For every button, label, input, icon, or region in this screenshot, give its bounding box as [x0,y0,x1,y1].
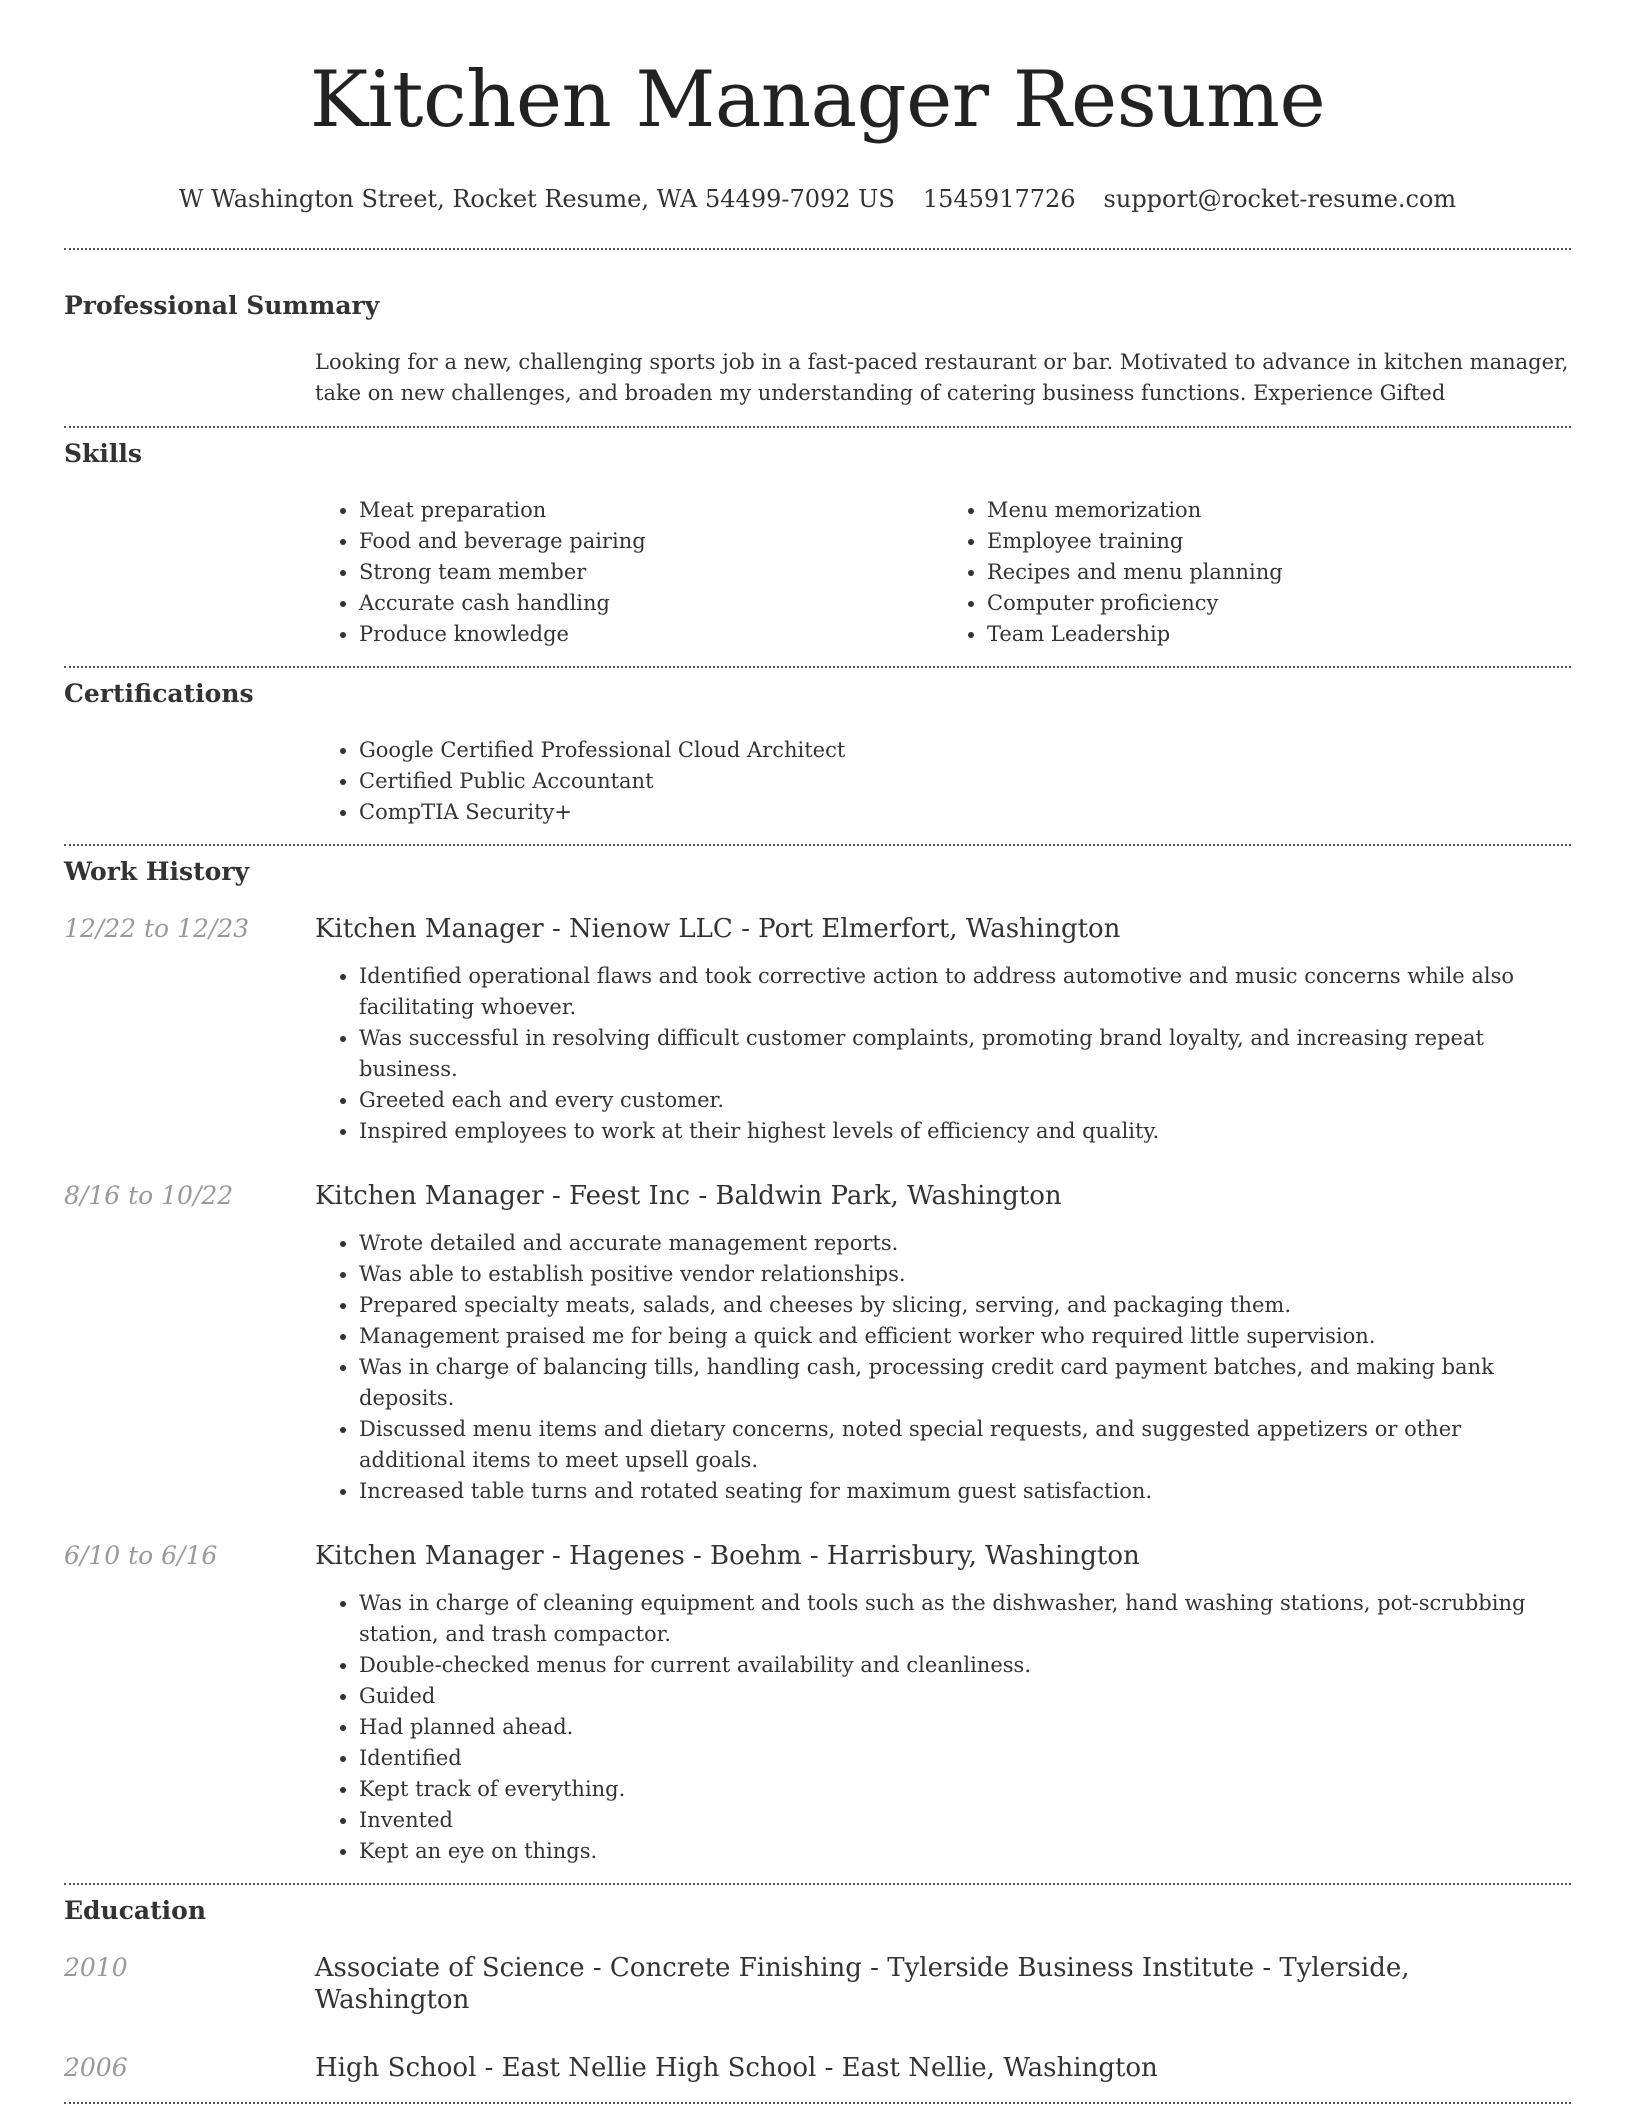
work-entry [64,1540,1571,1867]
work-dates: 6/10 to 6/16 [64,1541,218,1570]
list-item: • Employee training [987,526,1571,557]
section-title-skills: Skills [64,439,142,468]
section-title-certifications: Certifications [64,679,254,708]
list-item: • Identified [359,1743,1571,1774]
work-bullets [315,961,1571,1147]
list-item: • Management praised me for being a quick and efficient worker who required little supervision. [359,1321,1571,1352]
skills-column-right [943,495,1571,650]
list-item: • Menu memorization [987,495,1571,526]
list-item: • Kept track of everything. [359,1774,1571,1805]
list-item: • Kept an eye on things. [359,1836,1571,1867]
contact-line [64,184,1571,214]
work-bullets [315,1588,1571,1867]
list-item: • CompTIA Security+ [359,797,1571,828]
contact-address: W Washington Street, Rocket Resume, WA 54499-7092 US [178,185,895,213]
list-item: • Increased table turns and rotated seating for maximum guest satisfaction. [359,1476,1571,1507]
education-entry [64,1952,1571,2016]
list-item: • Guided [359,1681,1571,1712]
list-item: • Prepared specialty meats, salads, and cheeses by slicing, serving, and packaging them. [359,1290,1571,1321]
contact-email: support@rocket-resume.com [1103,185,1457,213]
list-item: • Strong team member [359,557,943,588]
list-item: • Identified operational flaws and took corrective action to address automotive and music concerns while also facilitating whoever. [359,961,1571,1023]
education-year: 2006 [64,2053,128,2082]
list-item: • Google Certified Professional Cloud Architect [359,735,1571,766]
list-item: • Computer proficiency [987,588,1571,619]
list-item: • Food and beverage pairing [359,526,943,557]
education-title: Associate of Science - Concrete Finishing - Tylerside Business Institute - Tylerside, Washington [314,1953,1410,2015]
work-entry [64,913,1571,1147]
section-divider [64,1883,1571,1885]
work-dates: 8/16 to 10/22 [64,1181,234,1210]
resume-page [64,0,1571,2104]
section-divider [64,844,1571,846]
list-item: • Was in charge of cleaning equipment and tools such as the dishwasher, hand washing stations, pot-scrubbing station, and trash compactor. [359,1588,1571,1650]
education-title: High School - East Nellie High School - East Nellie, Washington [315,2053,1158,2083]
list-item: • Produce knowledge [359,619,943,650]
work-title: Kitchen Manager - Nienow LLC - Port Elmerfort, Washington [315,914,1121,944]
resume-title: Kitchen Manager Resume [309,55,1326,145]
list-item: • Wrote detailed and accurate management reports. [359,1228,1571,1259]
list-item: • Certified Public Accountant [359,766,1571,797]
work-entry [64,1180,1571,1507]
list-item: • Had planned ahead. [359,1712,1571,1743]
list-item: • Was able to establish positive vendor relationships. [359,1259,1571,1290]
section-title-work-history: Work History [64,857,250,886]
work-dates: 12/22 to 12/23 [64,914,250,943]
section-title-summary: Professional Summary [64,291,380,320]
contact-phone: 1545917726 [922,185,1076,213]
list-item: • Double-checked menus for current availability and cleanliness. [359,1650,1571,1681]
section-divider [64,2102,1571,2104]
list-item: • Recipes and menu planning [987,557,1571,588]
work-bullets [315,1228,1571,1507]
skills-list [315,495,1571,650]
list-item: • Discussed menu items and dietary concerns, noted special requests, and suggested appetizers or other additional items to meet upsell goals. [359,1414,1571,1476]
list-item: • Team Leadership [987,619,1571,650]
education-entry [64,2052,1571,2084]
list-item: • Invented [359,1805,1571,1836]
section-title-education: Education [64,1896,207,1925]
work-title: Kitchen Manager - Feest Inc - Baldwin Park, Washington [315,1181,1062,1211]
work-title: Kitchen Manager - Hagenes - Boehm - Harrisbury, Washington [315,1541,1140,1571]
section-divider [64,426,1571,428]
section-divider [64,666,1571,668]
list-item: • Meat preparation [359,495,943,526]
list-item: • Inspired employees to work at their highest levels of efficiency and quality. [359,1116,1571,1147]
list-item: • Was in charge of balancing tills, handling cash, processing credit card payment batches, and making bank deposits. [359,1352,1571,1414]
list-item: • Greeted each and every customer. [359,1085,1571,1116]
education-year: 2010 [64,1953,128,1982]
list-item: • Was successful in resolving difficult customer complaints, promoting brand loyalty, and increasing repeat business. [359,1023,1571,1085]
section-divider [64,248,1571,250]
summary-text: Looking for a new, challenging sports job in a fast-paced restaurant or bar. Motivated to advance in kitchen manager, take on new challenges, and broaden my understanding of catering business functions. Experience Gifted [315,350,1569,405]
certifications-list [315,735,1571,828]
skills-column-left [315,495,943,650]
list-item: • Accurate cash handling [359,588,943,619]
